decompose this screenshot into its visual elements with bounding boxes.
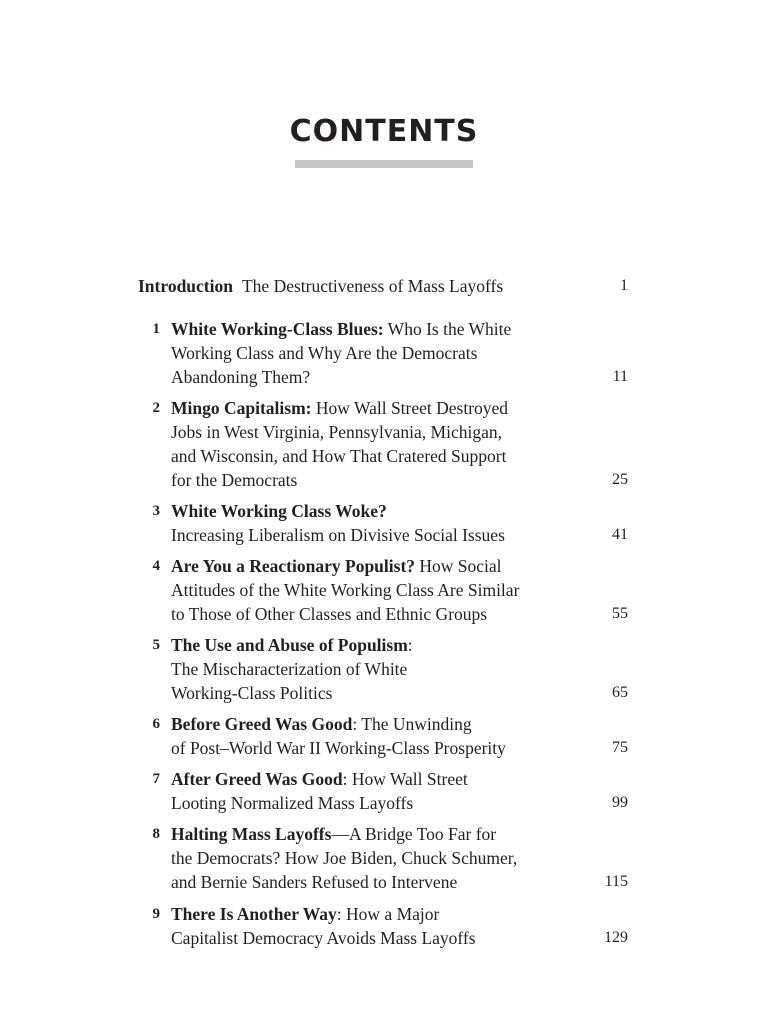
chapter-title-line [171, 633, 596, 657]
chapter-title-line: for the Democrats [171, 470, 298, 490]
page-number: 1 [620, 277, 628, 294]
chapter-title-line [171, 499, 596, 523]
chapter-number: 6 [152, 716, 160, 732]
toc-entry-chapter-1[interactable] [138, 317, 628, 389]
chapter-title-line: and Wisconsin, and How That Cratered Support [171, 446, 507, 466]
chapter-title-line: and Bernie Sanders Refused to Intervene [171, 872, 458, 892]
page-number: 115 [604, 873, 628, 890]
chapter-title-bold: Halting Mass Layoffs [171, 824, 332, 844]
chapter-number: 8 [152, 826, 160, 842]
page-number: 75 [612, 739, 628, 756]
chapter-title-line [171, 396, 596, 420]
page-number: 25 [612, 471, 628, 488]
chapter-title-bold: The Use and Abuse of Populism [171, 635, 408, 655]
chapter-number: 5 [152, 637, 160, 653]
chapter-title-bold: After Greed Was Good [171, 769, 343, 789]
page-number: 41 [612, 526, 628, 543]
chapter-title-line: Working-Class Politics [171, 683, 333, 703]
chapter-title-line: Working Class and Why Are the Democrats [171, 343, 478, 363]
chapter-title-rest: : How Wall Street [342, 769, 468, 789]
chapter-title-rest: —A Bridge Too Far for [331, 824, 497, 844]
toc-entry-chapter-3[interactable] [138, 499, 628, 547]
chapter-title-line [171, 712, 596, 736]
chapter-title-rest: : [407, 635, 413, 655]
chapter-title-line: Increasing Liberalism on Divisive Social Issues [171, 525, 505, 545]
toc-entry-introduction[interactable] [138, 274, 628, 298]
page-number: 99 [612, 794, 628, 811]
chapter-title-line [171, 767, 596, 791]
chapter-title-bold: Mingo Capitalism: [171, 398, 312, 418]
chapter-number: 2 [152, 400, 160, 416]
chapter-title-rest: : How a Major [336, 904, 440, 924]
chapter-number: 7 [152, 771, 160, 787]
chapter-number: 1 [152, 321, 160, 337]
chapter-title-bold: Before Greed Was Good [171, 714, 353, 734]
chapter-title-line: of Post–World War II Working-Class Prosperity [171, 738, 506, 758]
toc-entry-chapter-8[interactable] [138, 822, 628, 894]
toc-entry-chapter-6[interactable] [138, 712, 628, 760]
chapter-number: 9 [152, 906, 160, 922]
toc-entry-chapter-2[interactable] [138, 396, 628, 492]
chapter-title-line [171, 822, 596, 846]
chapter-title-line [171, 554, 596, 578]
chapter-title-line: Abandoning Them? [171, 367, 311, 387]
chapter-title-rest: Who Is the White [383, 319, 512, 339]
chapter-title-bold: There Is Another Way [171, 904, 337, 924]
chapter-title-line: Capitalist Democracy Avoids Mass Layoffs [171, 928, 476, 948]
chapter-title-rest: How Wall Street Destroyed [311, 398, 509, 418]
chapter-title-line: Looting Normalized Mass Layoffs [171, 793, 414, 813]
page-number: 129 [604, 929, 628, 946]
page-title: CONTENTS [289, 114, 479, 149]
chapter-title-rest: : The Unwinding [352, 714, 472, 734]
chapter-title-line: The Mischaracterization of White [171, 659, 408, 679]
chapter-title-line: Jobs in West Virginia, Pennsylvania, Michigan, [171, 422, 502, 442]
chapter-title-rest: How Social [415, 556, 502, 576]
introduction-label: Introduction [138, 276, 233, 296]
chapter-title-bold: White Working-Class Blues: [171, 319, 384, 339]
chapter-title-line: to Those of Other Classes and Ethnic Groups [171, 604, 488, 624]
page-number: 11 [612, 368, 628, 385]
introduction-title: The Destructiveness of Mass Layoffs [241, 276, 504, 296]
chapter-title-line: Attitudes of the White Working Class Are Similar [171, 580, 520, 600]
toc-entry-chapter-4[interactable] [138, 554, 628, 626]
chapter-number: 3 [152, 503, 160, 519]
chapter-number: 4 [152, 558, 160, 574]
toc-entry-chapter-7[interactable] [138, 767, 628, 815]
chapter-title-bold: Are You a Reactionary Populist? [171, 556, 416, 576]
chapter-title-line: the Democrats? How Joe Biden, Chuck Schumer, [171, 848, 518, 868]
chapter-title-bold: White Working Class Woke? [171, 501, 387, 521]
chapter-title-line [171, 317, 596, 341]
page-number: 65 [612, 684, 628, 701]
page-number: 55 [612, 605, 628, 622]
toc-entry-chapter-9[interactable] [138, 902, 628, 950]
chapter-title-line [171, 902, 596, 926]
toc-entry-chapter-5[interactable] [138, 633, 628, 705]
